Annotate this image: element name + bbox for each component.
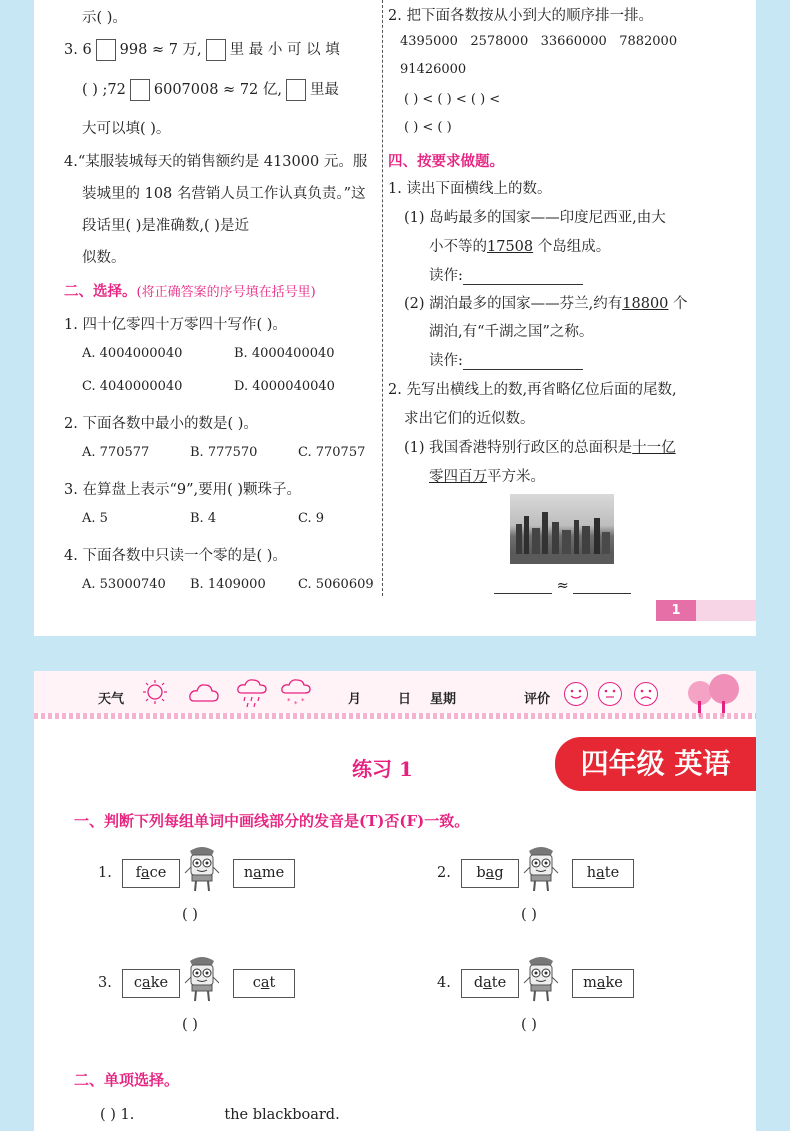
underlined-letter: a [142, 975, 151, 991]
answer-parentheses[interactable]: ( ) [182, 1017, 198, 1033]
read-numbers-instruction: 1. 读出下面横线上的数。 [388, 181, 552, 197]
choice3-option-a[interactable]: A. 5 [82, 511, 108, 526]
word-part: b [476, 865, 486, 881]
word-box [122, 969, 180, 998]
underlined-letter: a [253, 865, 262, 881]
r2-line2: 求出它们的近似数。 [404, 411, 535, 427]
choice3-option-c[interactable]: C. 9 [298, 511, 325, 526]
choice4-question: 4. 下面各数中只读一个零的是( )。 [64, 548, 287, 564]
choice1-option-b[interactable]: B. 4000400040 [234, 346, 335, 361]
rainy-icon[interactable] [236, 677, 268, 709]
choice2-option-c[interactable]: C. 770757 [298, 445, 366, 460]
choice4-option-a[interactable]: A. 53000740 [82, 577, 166, 592]
word-part: n [243, 865, 254, 881]
word-part: g [494, 865, 504, 881]
r1b-line1: (2) 湖泊最多的国家——芬兰,约有18800 个 [404, 296, 688, 312]
cartoon-character-icon [182, 845, 222, 895]
pair-number: 2. [437, 865, 451, 881]
order-blanks-2[interactable]: ( ) < ( ) [404, 120, 452, 135]
answer-box[interactable] [206, 39, 226, 61]
numbers-row-2: 91426000 [400, 62, 467, 77]
section2-heading: 二、单项选择。 [74, 1071, 180, 1089]
word-part: t [269, 975, 276, 991]
svg-text:*: * [294, 700, 298, 708]
sad-face-icon[interactable] [634, 682, 658, 706]
r1a-line2: 小不等的17508 个岛组成。 [429, 239, 611, 255]
english-worksheet-page [34, 671, 756, 1131]
choice4-option-c[interactable]: C. 5060609 [298, 577, 374, 592]
word-part: te [491, 975, 507, 991]
rating-label: 评价 [524, 692, 551, 707]
svg-text:*: * [301, 697, 305, 705]
section1-heading: 一、判断下列每组单词中画线部分的发音是(T)否(F)一致。 [74, 812, 470, 830]
choice2-option-a[interactable]: A. 770577 [82, 445, 150, 460]
word-part: c [252, 975, 261, 991]
answer-box[interactable] [96, 39, 116, 61]
day-label: 日 [398, 692, 412, 707]
q3-line1: 3. 6 998 ≈ 7 万, 里 最 小 可 以 填 [64, 38, 340, 61]
underlined-letter: a [483, 975, 492, 991]
happy-face-icon[interactable] [564, 682, 588, 706]
q4-line2: 装城里的 108 名营销人员工作认真负责。”这 [82, 186, 366, 202]
choice1-question: 1. 四十亿零四十万零四十写作( )。 [64, 317, 287, 333]
cartoon-character-icon [521, 845, 561, 895]
neutral-face-icon[interactable] [598, 682, 622, 706]
column-divider [382, 0, 383, 596]
answer-parentheses[interactable]: ( ) [182, 907, 198, 923]
choice1-option-c[interactable]: C. 4040000040 [82, 379, 183, 394]
word-part: m [583, 975, 597, 991]
q3-line3: 大可以填( )。 [82, 121, 171, 137]
math-worksheet-page [34, 0, 756, 636]
word-box [572, 859, 634, 888]
word-box [233, 969, 295, 998]
continued-line: 示( )。 [82, 10, 127, 26]
word-part: me [261, 865, 285, 881]
answer-box[interactable] [286, 79, 306, 101]
single-choice-q1: ( ) 1. the blackboard. [100, 1107, 340, 1123]
pair-number: 1. [98, 865, 112, 881]
underlined-letter: a [485, 865, 495, 881]
sunny-icon[interactable] [142, 679, 168, 705]
read-as-field-1[interactable]: 读作: [429, 264, 583, 285]
approx-answer[interactable]: ≈ [494, 578, 631, 594]
cartoon-character-icon [521, 955, 561, 1005]
numbers-row: 4395000 2578000 33660000 7882000 [400, 34, 678, 49]
cloudy-icon[interactable] [188, 681, 220, 705]
choice2-question: 2. 下面各数中最小的数是( )。 [64, 416, 258, 432]
word-part: f [135, 865, 141, 881]
word-part: d [473, 975, 484, 991]
word-part: te [604, 865, 620, 881]
q2-sort-instruction: 2. 把下面各数按从小到大的顺序排一排。 [388, 8, 653, 24]
snowy-icon[interactable] [280, 677, 312, 709]
decorative-border [34, 713, 756, 719]
answer-parentheses[interactable]: ( ) [521, 1017, 537, 1033]
word-part: h [586, 865, 597, 881]
choice2-option-b[interactable]: B. 777570 [190, 445, 258, 460]
answer-parentheses[interactable]: ( ) [521, 907, 537, 923]
pair-number: 4. [437, 975, 451, 991]
exercise-title: 练习 1 [352, 757, 413, 781]
r2a-line2: 零四百万平方米。 [429, 469, 545, 485]
word-box [122, 859, 180, 888]
word-box [233, 859, 295, 888]
section4-heading: 四、按要求做题。 [388, 153, 504, 170]
r2-line1: 2. 先写出横线上的数,再省略亿位后面的尾数, [388, 382, 677, 398]
month-label: 月 [348, 692, 362, 707]
choice1-option-a[interactable]: A. 4004000040 [82, 346, 183, 361]
svg-text:*: * [287, 697, 291, 705]
underlined-letter: a [596, 975, 606, 991]
choice3-question: 3. 在算盘上表示“9”,要用( )颗珠子。 [64, 482, 302, 498]
choice4-option-b[interactable]: B. 1409000 [190, 577, 266, 592]
weather-label: 天气 [98, 692, 125, 707]
read-as-field-2[interactable]: 读作: [429, 349, 583, 370]
word-box [572, 969, 634, 998]
word-box [461, 969, 519, 998]
weekday-label: 星期 [430, 692, 457, 707]
r1a-line1: (1) 岛屿最多的国家——印度尼西亚,由大 [404, 210, 666, 226]
word-part: ce [149, 865, 167, 881]
word-part: ke [150, 975, 169, 991]
page-number: 1 [656, 600, 696, 621]
underlined-letter: a [596, 865, 605, 881]
choice1-option-d[interactable]: D. 4000040040 [234, 379, 335, 394]
word-part: ke [605, 975, 623, 991]
answer-box[interactable] [130, 79, 150, 101]
word-part: c [133, 975, 143, 991]
pair-number: 3. [98, 975, 112, 991]
q4-line3: 段话里( )是准确数,( )是近 [82, 218, 249, 234]
section2-heading: 二、选择。(将正确答案的序号填在括号里) [64, 283, 316, 300]
q4-line4: 似数。 [82, 250, 126, 266]
page-number-tab [656, 600, 756, 621]
r2a-line1: (1) 我国香港特别行政区的总面积是十一亿 [404, 440, 676, 456]
r1b-line2: 湖泊,有“千湖之国”之称。 [429, 324, 594, 340]
order-blanks-1[interactable]: ( ) < ( ) < ( ) < [404, 92, 501, 107]
underlined-letter: a [260, 975, 270, 991]
hong-kong-skyline-photo [510, 494, 614, 564]
cartoon-character-icon [182, 955, 222, 1005]
choice3-option-b[interactable]: B. 4 [190, 511, 217, 526]
grade-subject-badge: 四年级 英语 [555, 737, 756, 791]
q3-line2: ( ) ;72 6007008 ≈ 72 亿, 里最 [82, 78, 339, 101]
underlined-letter: a [141, 865, 150, 881]
word-box [461, 859, 519, 888]
q4-line1: 4.“某服装城每天的销售额约是 413000 元。服 [64, 154, 368, 170]
